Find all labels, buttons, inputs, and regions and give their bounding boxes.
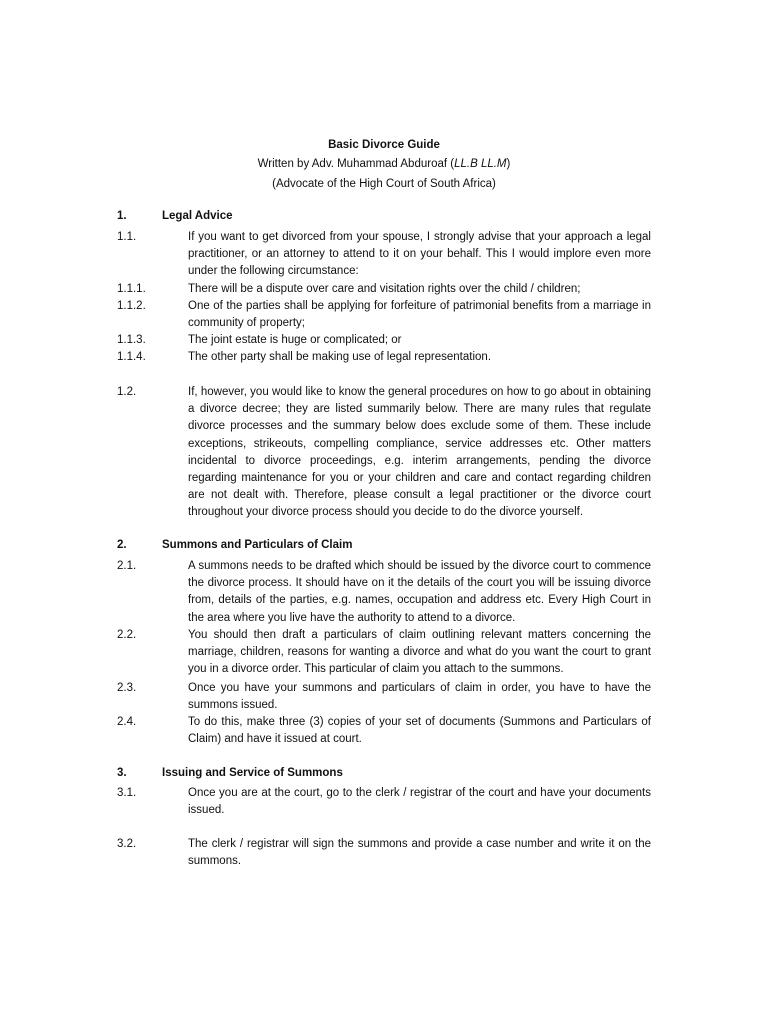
clause [117, 229, 651, 281]
section-title: Summons and Particulars of Claim [162, 539, 353, 551]
clause-number: 1.1. [117, 231, 137, 243]
clause-number: 2.4. [117, 716, 137, 728]
clause-number: 3.2. [117, 838, 137, 850]
clause [117, 836, 651, 870]
clause [117, 627, 651, 679]
author-affiliation: (Advocate of the High Court of South Africa) [272, 178, 496, 190]
clause-number: 1.1.4. [117, 351, 146, 363]
author-credentials: LL.B LL.M [454, 158, 507, 170]
clause-text: The clerk / registrar will sign the summons and provide a case number and write it on the summons. [188, 838, 651, 868]
clause-text: Once you are at the court, go to the clerk / registrar of the court and have your documents issued. [188, 787, 651, 817]
author-line [0, 156, 768, 173]
clause [117, 785, 651, 819]
clause-text: Once you have your summons and particulars of claim in order, you have to have the summons issued. [188, 682, 651, 712]
author-suffix: ) [506, 158, 511, 170]
clause [117, 384, 651, 522]
clause-number: 2.3. [117, 682, 137, 694]
clause-text: The joint estate is huge or complicated; or [188, 334, 402, 346]
clause-text: A summons needs to be drafted which should be issued by the divorce court to commence the divorce process. It should have on it the details of the court you will be issuing divorce from, details of the parties, e.g. names, occupation and address etc. Every High Court in the area where you live have the authority to attend to a divorce. [188, 560, 651, 624]
clause-text: The other party shall be making use of legal representation. [188, 351, 492, 363]
clause-text: There will be a dispute over care and visitation rights over the child / children; [188, 283, 581, 295]
clause-text: One of the parties shall be applying for forfeiture of patrimonial benefits from a marriage in community of property; [188, 300, 651, 330]
clause-text: You should then draft a particulars of claim outlining relevant matters concerning the marriage, children, reasons for wanting a divorce and what do you want the court to grant you in a divorce order. This particular of claim you attach to the summons. [188, 629, 651, 676]
clause-text: If you want to get divorced from your spouse, I strongly advise that your approach a legal practitioner, or an attorney to attend to it on your behalf. This I would implore even more under the following circumstance: [188, 231, 651, 278]
section-title: Issuing and Service of Summons [162, 767, 343, 779]
clause [117, 281, 651, 298]
document-title: Basic Divorce Guide [328, 139, 440, 151]
section-number: 1. [117, 210, 127, 222]
clause-number: 1.1.1. [117, 283, 146, 295]
clause-number: 1.2. [117, 386, 137, 398]
clause-number: 2.1. [117, 560, 137, 572]
clause [117, 680, 651, 714]
clause [117, 298, 651, 332]
clause-number: 3.1. [117, 787, 137, 799]
section-number: 3. [117, 767, 127, 779]
section-number: 2. [117, 539, 127, 551]
clause [117, 558, 651, 627]
clause-number: 2.2. [117, 629, 137, 641]
clause [117, 332, 651, 349]
clause [117, 714, 651, 748]
section-title: Legal Advice [162, 210, 233, 222]
clause-number: 1.1.2. [117, 300, 146, 312]
clause-text: If, however, you would like to know the general procedures on how to go about in obtaining a divorce decree; they are listed summarily below. There are many rules that regulate divorce processes and the summary below does exclude some of them. These include exceptions, strikeouts, compelling compliance, service addresses etc. Other matters incidental to divorce proceedings, e.g. interim arrangements, pending the divorce regarding maintenance for you or your children and care and contact regarding children are not dealt with. Therefore, please consult a legal practitioner or the divorce court throughout your divorce process should you decide to do the divorce yourself. [188, 386, 651, 519]
clause-text: To do this, make three (3) copies of your set of documents (Summons and Particulars of Claim) and have it issued at court. [188, 716, 651, 746]
clause [117, 349, 651, 366]
author-prefix: Written by Adv. Muhammad Abduroaf ( [257, 158, 455, 170]
clause-number: 1.1.3. [117, 334, 146, 346]
